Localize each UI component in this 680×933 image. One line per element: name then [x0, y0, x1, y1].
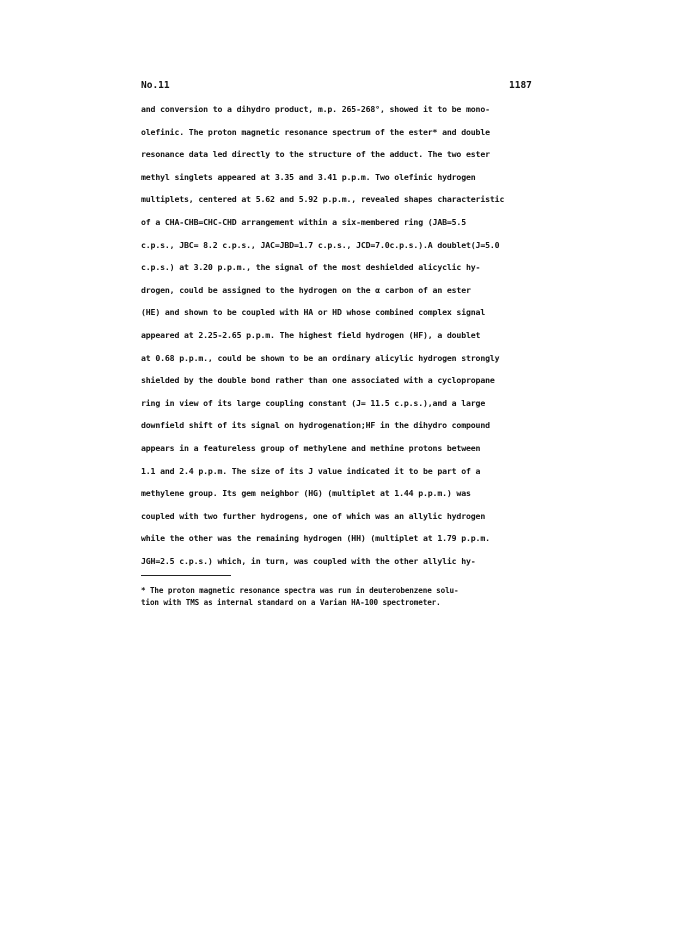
body-line: coupled with two further hydrogens, one of which was an allylic hydrogen [141, 511, 486, 521]
body-line: of a CHA-CHB=CHC-CHD arrangement within a six-membered ring (JAB=5.5 [141, 217, 466, 227]
body-line: methylene group. Its gem neighbor (HG) (multiplet at 1.44 p.p.m.) was [141, 488, 471, 498]
footnote-line: tion with TMS as internal standard on a Varian HA-100 spectrometer. [141, 598, 441, 607]
body-line: resonance data led directly to the structure of the adduct. The two ester [141, 149, 490, 159]
body-line: while the other was the remaining hydrogen (HH) (multiplet at 1.79 p.p.m. [141, 533, 490, 543]
body-line: (HE) and shown to be coupled with HA or HD whose combined complex signal [141, 307, 486, 317]
body-line: ring in view of its large coupling constant (J= 11.5 c.p.s.),and a large [141, 398, 486, 408]
body-line: methyl singlets appeared at 3.35 and 3.41 p.p.m. Two olefinic hydrogen [141, 172, 476, 182]
body-line: c.p.s.) at 3.20 p.p.m., the signal of the most deshielded alicyclic hy- [141, 262, 481, 272]
body-line: downfield shift of its signal on hydrogenation;HF in the dihydro compound [141, 420, 490, 430]
body-line: appeared at 2.25-2.65 p.p.m. The highest field hydrogen (HF), a doublet [141, 330, 481, 340]
body-line: at 0.68 p.p.m., could be shown to be an ordinary alicylic hydrogen strongly [141, 353, 500, 363]
body-line: 1.1 and 2.4 p.p.m. The size of its J value indicated it to be part of a [141, 466, 481, 476]
footnote-line: * The proton magnetic resonance spectra was run in deuterobenzene solu- [141, 586, 459, 595]
body-line: c.p.s., JBC= 8.2 c.p.s., JAC=JBD=1.7 c.p.s., JCD=7.0c.p.s.).A doublet(J=5.0 [141, 240, 500, 250]
body-line: and conversion to a dihydro product, m.p. 265-268°, showed it to be mono- [141, 104, 490, 114]
body-line: JGH=2.5 c.p.s.) which, in turn, was coupled with the other allylic hy- [141, 556, 476, 566]
body-line: drogen, could be assigned to the hydrogen on the α carbon of an ester [141, 285, 471, 295]
body-line: olefinic. The proton magnetic resonance spectrum of the ester* and double [141, 127, 490, 137]
body-line: shielded by the double bond rather than one associated with a cyclopropane [141, 375, 495, 385]
journal-issue-number: No.11 [141, 80, 170, 91]
body-line: multiplets, centered at 5.62 and 5.92 p.p.m., revealed shapes characteristic [141, 194, 505, 204]
body-line: appears in a featureless group of methylene and methine protons between [141, 443, 481, 453]
page-number: 1187 [509, 80, 532, 91]
footnote-rule [141, 575, 231, 576]
